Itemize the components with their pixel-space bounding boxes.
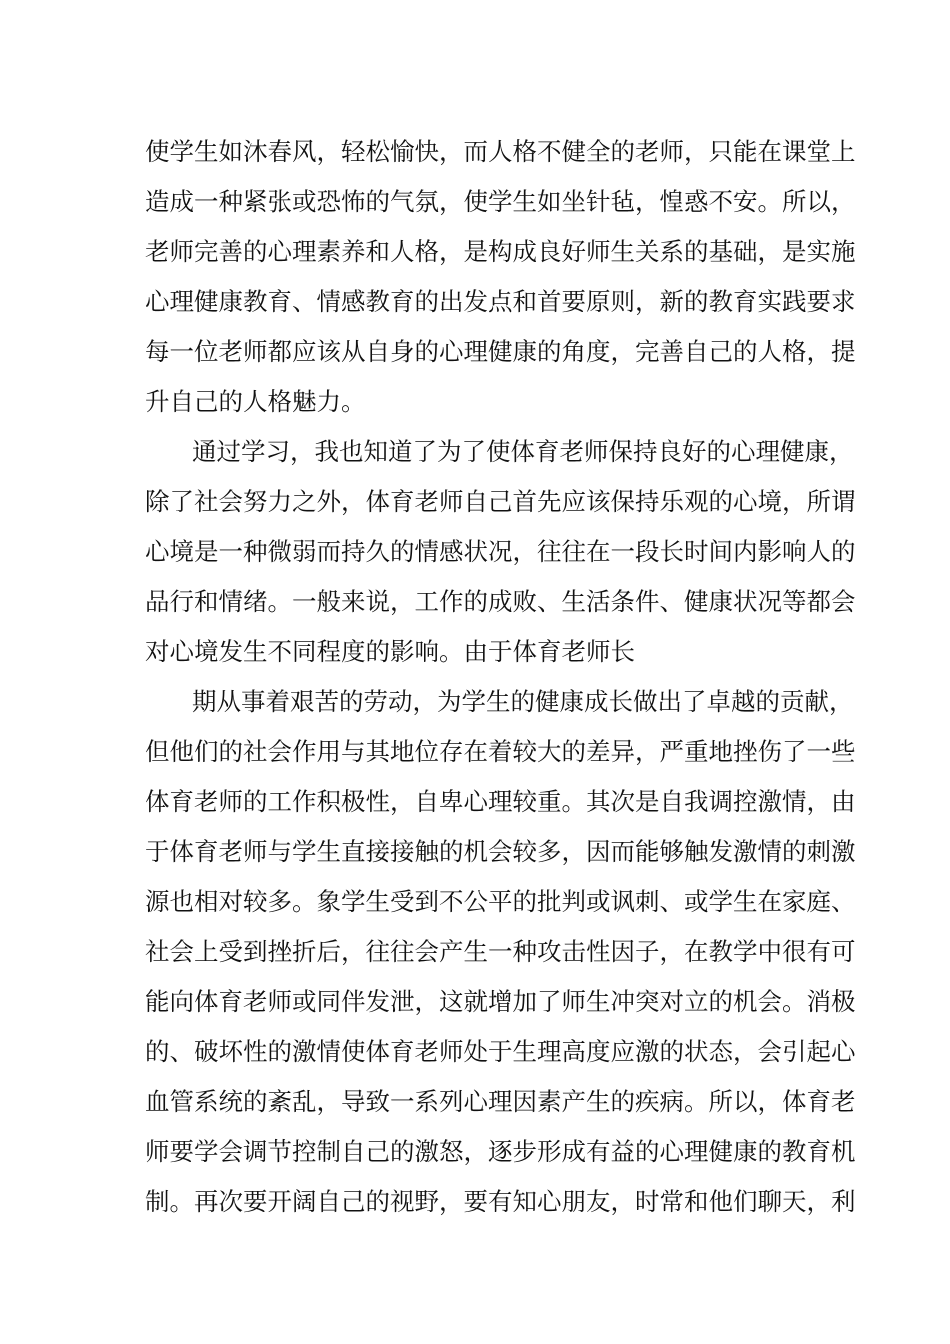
- text-line: 使学生如沐春风，轻松愉快，而人格不健全的老师，只能在课堂上: [145, 137, 856, 166]
- text-line: 血管系统的紊乱，导致一系列心理因素产生的疾病。所以，体育老: [145, 1087, 856, 1116]
- paragraph-first-line: 期从事着艰苦的劳动，为学生的健康成长做出了卓越的贡献，: [192, 687, 854, 716]
- text-line: 除了社会努力之外，体育老师自己首先应该保持乐观的心境，所谓: [145, 487, 856, 516]
- text-line: 于体育老师与学生直接接触的机会较多，因而能够触发激情的刺激: [145, 837, 856, 866]
- text-line: 的、破坏性的激情使体育老师处于生理高度应激的状态，会引起心: [145, 1037, 856, 1066]
- paragraph-first-line: 通过学习，我也知道了为了使体育老师保持良好的心理健康，: [192, 437, 854, 466]
- text-line: 能向体育老师或同伴发泄，这就增加了师生冲突对立的机会。消极: [145, 987, 856, 1016]
- text-line: 每一位老师都应该从自身的心理健康的角度，完善自己的人格，提: [145, 337, 856, 366]
- text-line: 老师完善的心理素养和人格，是构成良好师生关系的基础，是实施: [145, 237, 856, 266]
- text-line: 升自己的人格魅力。: [145, 387, 366, 416]
- text-line: 造成一种紧张或恐怖的气氛，使学生如坐针毡，惶惑不安。所以，: [145, 187, 856, 216]
- text-line: 体育老师的工作积极性，自卑心理较重。其次是自我调控激情，由: [145, 787, 856, 816]
- text-line: 制。再次要开阔自己的视野，要有知心朋友，时常和他们聊天，利: [145, 1187, 856, 1216]
- text-line: 社会上受到挫折后，往往会产生一种攻击性因子，在教学中很有可: [145, 937, 856, 966]
- text-line: 心理健康教育、情感教育的出发点和首要原则，新的教育实践要求: [145, 287, 856, 316]
- text-line: 心境是一种微弱而持久的情感状况，往往在一段长时间内影响人的: [145, 537, 856, 566]
- text-line: 师要学会调节控制自己的激怒，逐步形成有益的心理健康的教育机: [145, 1137, 856, 1166]
- text-line: 但他们的社会作用与其地位存在着较大的差异，严重地挫伤了一些: [145, 737, 856, 766]
- text-line: 对心境发生不同程度的影响。由于体育老师长: [145, 637, 635, 666]
- text-line: 品行和情绪。一般来说，工作的成败、生活条件、健康状况等都会: [145, 587, 856, 616]
- text-line: 源也相对较多。象学生受到不公平的批判或讽刺、或学生在家庭、: [145, 887, 856, 916]
